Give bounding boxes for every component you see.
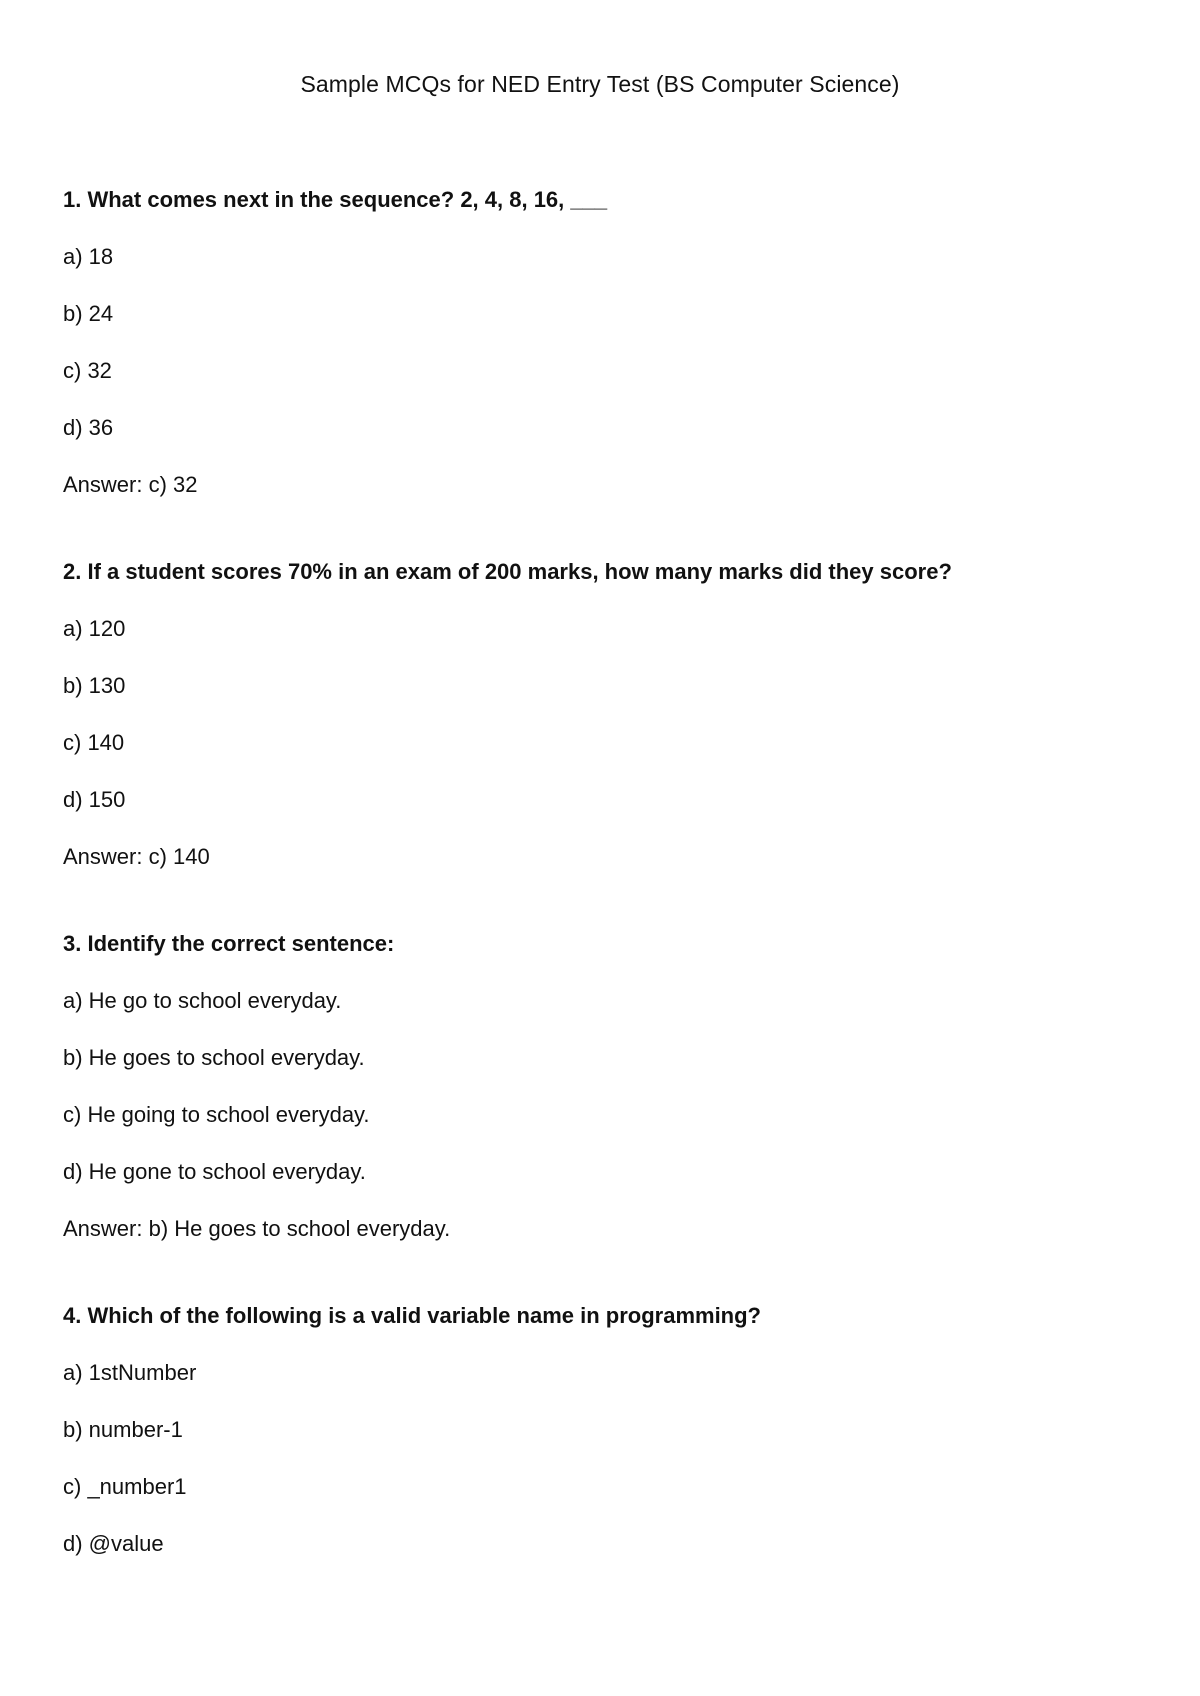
question-1 xyxy=(63,184,1163,526)
option-c: c) _number1 xyxy=(63,1474,187,1499)
document-title: Sample MCQs for NED Entry Test (BS Computer Science) xyxy=(300,71,900,97)
option-b: b) number-1 xyxy=(63,1417,183,1442)
option-d: d) 36 xyxy=(63,415,114,440)
option-b: b) He goes to school everyday. xyxy=(63,1045,365,1070)
option-a: a) 120 xyxy=(63,616,126,641)
question-text: 1. What comes next in the sequence? 2, 4, 8, 16, ___ xyxy=(63,187,608,212)
option-b: b) 24 xyxy=(63,301,114,326)
answer-line: Answer: b) He goes to school everyday. xyxy=(63,1216,451,1241)
option-a: a) He go to school everyday. xyxy=(63,988,342,1013)
answer-line: Answer: c) 140 xyxy=(63,844,210,869)
option-c: c) 140 xyxy=(63,730,125,755)
option-b: b) 130 xyxy=(63,673,126,698)
question-4 xyxy=(63,1300,1163,1585)
option-d: d) 150 xyxy=(63,787,126,812)
option-c: c) 32 xyxy=(63,358,112,383)
question-3 xyxy=(63,928,1163,1270)
question-text: 3. Identify the correct sentence: xyxy=(63,931,395,956)
question-2 xyxy=(63,556,1163,898)
option-a: a) 1stNumber xyxy=(63,1360,197,1385)
question-text: 4. Which of the following is a valid variable name in programming? xyxy=(63,1303,761,1328)
option-d: d) @value xyxy=(63,1531,164,1556)
question-text: 2. If a student scores 70% in an exam of 200 marks, how many marks did they score? xyxy=(63,559,952,584)
answer-line: Answer: c) 32 xyxy=(63,472,198,497)
option-c: c) He going to school everyday. xyxy=(63,1102,370,1127)
option-d: d) He gone to school everyday. xyxy=(63,1159,366,1184)
option-a: a) 18 xyxy=(63,244,114,269)
